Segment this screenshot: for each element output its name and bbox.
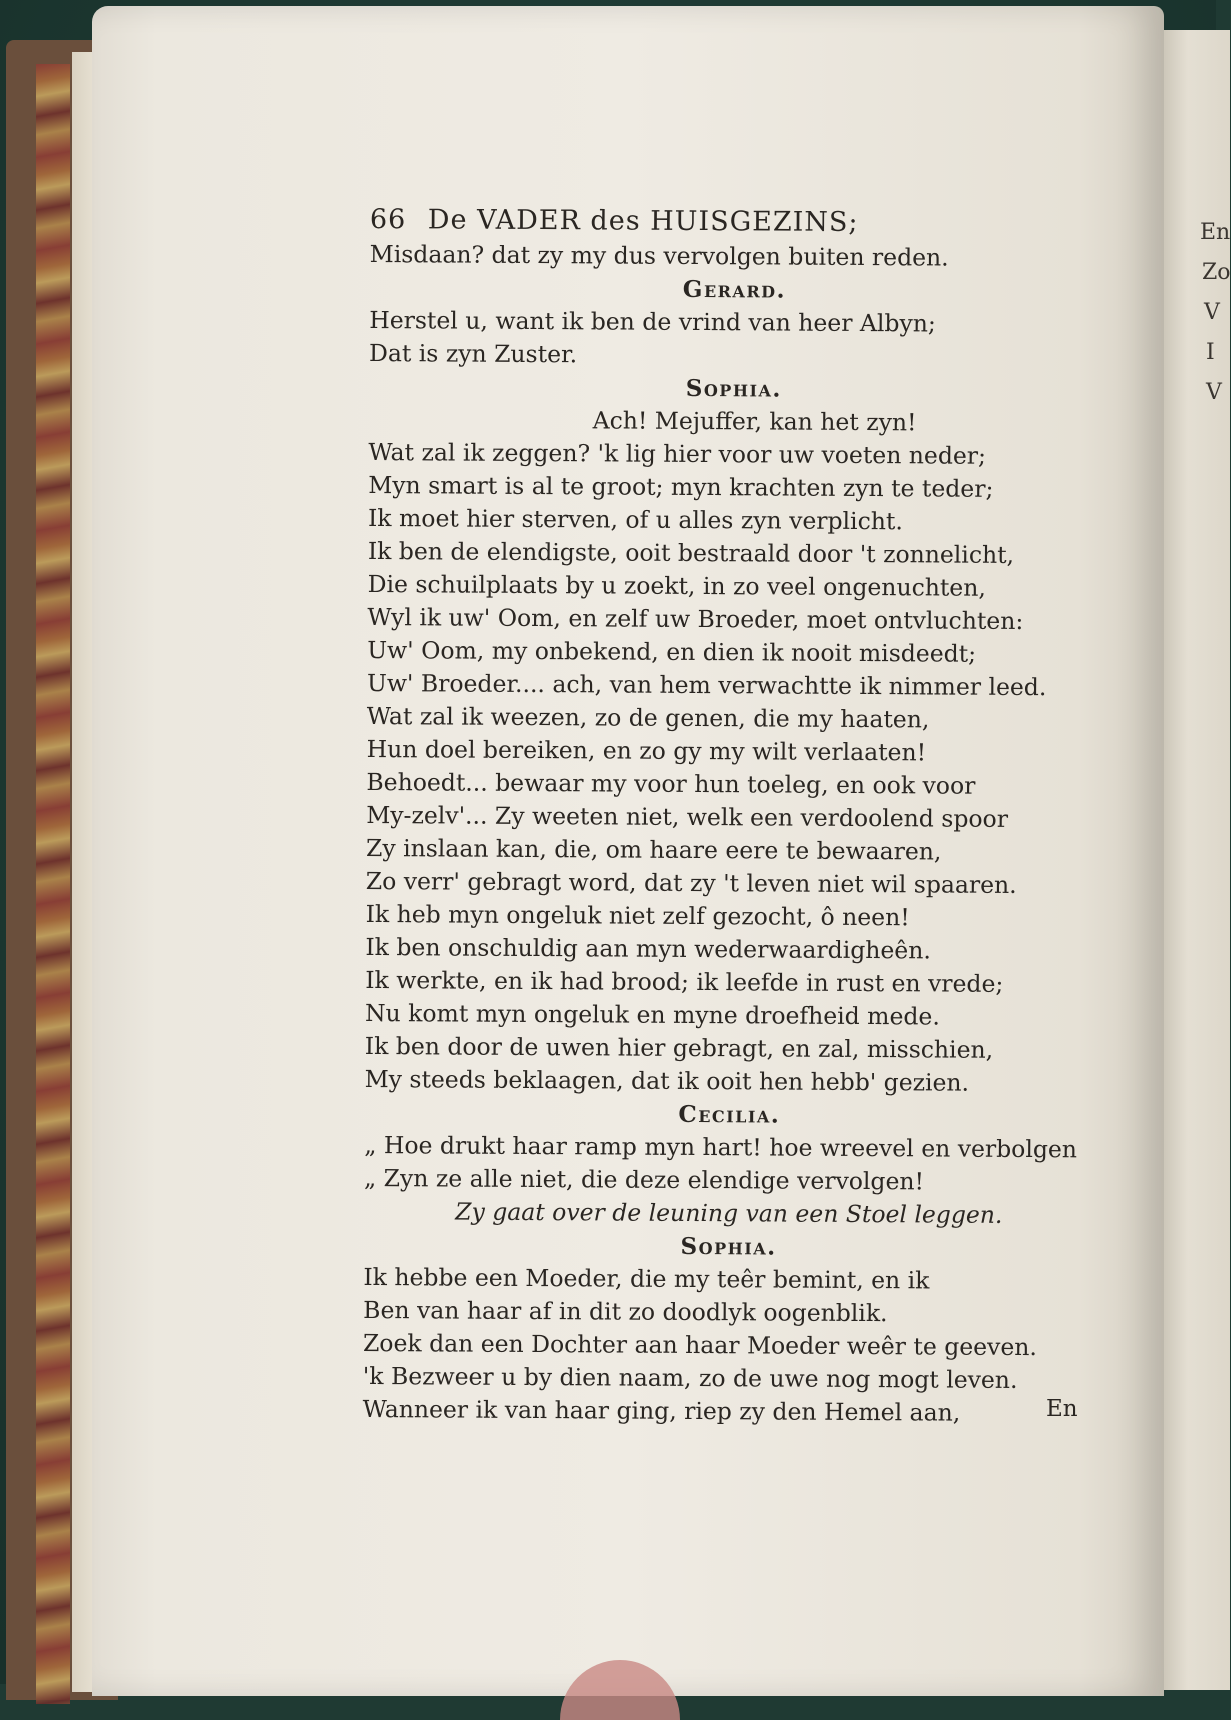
verse-line: Hun doel bereiken, en zo gy my wilt verlaaten! xyxy=(366,734,927,767)
facing-page-glyph: V xyxy=(1206,380,1222,405)
verse-line: Behoedt... bewaar my voor hun toeleg, en ook voor xyxy=(366,767,976,800)
stage-direction: Zy gaat over de leuning van een Stoel leggen. xyxy=(455,1197,1003,1229)
verse-line: Zy inslaan kan, die, om haare eere te bewaaren, xyxy=(365,833,942,866)
speaker-name: Sophia. xyxy=(685,374,782,403)
marbled-edge xyxy=(36,64,70,1704)
page-number: 66 xyxy=(369,203,407,236)
verse-line: Zoek dan een Dochter aan haar Moeder weêr te geeven. xyxy=(362,1328,1037,1362)
verse-line: Ach! Mejuffer, kan het zyn! xyxy=(592,406,917,437)
speaker-name: Sophia. xyxy=(680,1232,777,1261)
verse-line: Wat zal ik weezen, zo de genen, die my haaten, xyxy=(366,701,930,734)
verse-line: Wanneer ik van haar ging, riep zy den Hemel aan, xyxy=(362,1394,961,1427)
catchword: En xyxy=(1046,1396,1078,1422)
verse-line: Ik ben onschuldig aan myn wederwaardigheên. xyxy=(365,932,931,965)
verse-line: Ik heb myn ongeluk niet zelf gezocht, ô neen! xyxy=(365,899,910,932)
page-text xyxy=(363,202,1100,1430)
verse-line: Ik werkte, en ik had brood; ik leefde in rust en vrede; xyxy=(365,965,1004,998)
verse-line: 'k Bezweer u by dien naam, zo de uwe nog mogt leven. xyxy=(362,1361,1018,1394)
verse-line: Nu komt myn ongeluk en myne droefheid mede. xyxy=(364,998,940,1031)
facing-page-glyph: I xyxy=(1206,340,1215,365)
verse-line: Ik ben de elendigste, ooit bestraald door 't zonnelicht, xyxy=(367,536,1015,569)
verse-line: Ik ben door de uwen hier gebragt, en zal, misschien, xyxy=(364,1031,994,1064)
facing-page-glyph: V xyxy=(1204,300,1220,325)
verse-line: Ben van haar af in dit zo doodlyk oogenblik. xyxy=(363,1295,888,1328)
facing-page-glyph: Zo xyxy=(1202,260,1231,285)
verse-line: My steeds beklaagen, dat ik ooit hen hebb' gezien. xyxy=(364,1064,970,1097)
verse-line: Ik moet hier sterven, of u alles zyn verplicht. xyxy=(367,503,903,536)
verse-line: Uw' Broeder.... ach, van hem verwachtte ik nimmer leed. xyxy=(366,668,1047,702)
verse-line: Ik hebbe een Moeder, die my teêr bemint, en ik xyxy=(363,1262,930,1295)
verse-line: Die schuilplaats by u zoekt, in zo veel ongenuchten, xyxy=(367,569,986,602)
verse-line: My-zelv'... Zy weeten niet, welk een verdoolend spoor xyxy=(366,800,1009,833)
verse-line: Herstel u, want ik ben de vrind van heer Albyn; xyxy=(369,305,936,338)
running-title: De VADER des HUISGEZINS; xyxy=(427,204,859,238)
verse-line: Uw' Oom, my onbekend, en dien ik nooit misdeedt; xyxy=(367,635,977,668)
verse-line: Wat zal ik zeggen? 'k lig hier voor uw voeten neder; xyxy=(368,437,987,470)
verse-line: Misdaan? dat zy my dus vervolgen buiten reden. xyxy=(369,239,949,272)
verse-line: Wyl ik uw' Oom, en zelf uw Broeder, moet ontvluchten: xyxy=(367,602,1024,635)
verse-line: „ Zyn ze alle niet, die deze elendige vervolgen! xyxy=(363,1163,925,1196)
verse-line: Zo verr' gebragt word, dat zy 't leven niet wil spaaren. xyxy=(365,866,1017,899)
verse-lines xyxy=(363,238,1100,1430)
verse-line: „ Hoe drukt haar ramp myn hart! hoe wreevel en verbolgen xyxy=(364,1130,1078,1164)
verse-line: Dat is zyn Zuster. xyxy=(368,338,578,369)
speaker-name: Gerard. xyxy=(682,275,787,304)
facing-page-glyph: En xyxy=(1200,220,1231,245)
speaker-name: Cecilia. xyxy=(678,1100,781,1129)
running-head xyxy=(370,202,1100,242)
verse-line: Myn smart is al te groot; myn krachten zyn te teder; xyxy=(368,470,994,503)
